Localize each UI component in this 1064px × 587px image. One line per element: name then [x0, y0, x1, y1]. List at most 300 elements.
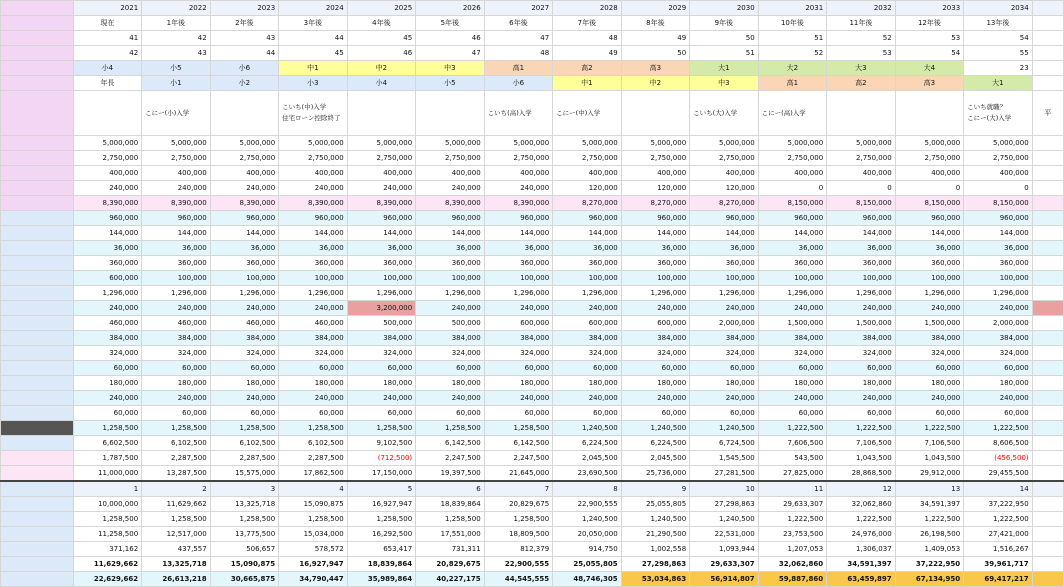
cell[interactable]: 437,557: [142, 542, 211, 557]
cell[interactable]: 240,000: [142, 181, 211, 196]
cell[interactable]: 240,000: [279, 391, 348, 406]
cell[interactable]: 9: [621, 481, 690, 497]
cell[interactable]: 54: [964, 31, 1033, 46]
cell[interactable]: 400,000: [758, 166, 827, 181]
cell[interactable]: 大1: [690, 61, 759, 76]
cell[interactable]: 19,397,500: [416, 466, 485, 482]
edge-cell[interactable]: [1032, 271, 1063, 286]
cell[interactable]: 32,062,860: [827, 497, 896, 512]
cell[interactable]: 180,000: [347, 376, 416, 391]
cell[interactable]: [621, 91, 690, 136]
cell[interactable]: 543,500: [758, 451, 827, 466]
cell[interactable]: 13: [895, 481, 964, 497]
cell[interactable]: 1,296,000: [347, 286, 416, 301]
cell[interactable]: 29,912,000: [895, 466, 964, 482]
edge-cell[interactable]: 平: [1032, 91, 1063, 136]
cell[interactable]: 44: [279, 31, 348, 46]
cell[interactable]: 60,000: [210, 406, 279, 421]
cell[interactable]: 180,000: [690, 376, 759, 391]
cell[interactable]: 2,287,500: [279, 451, 348, 466]
cell[interactable]: 324,000: [621, 346, 690, 361]
cell[interactable]: 1,222,500: [895, 512, 964, 527]
cell[interactable]: 240,000: [142, 391, 211, 406]
cell[interactable]: 5年後: [416, 16, 485, 31]
cell[interactable]: 100,000: [210, 271, 279, 286]
edge-cell[interactable]: [1032, 76, 1063, 91]
cell[interactable]: 44: [210, 46, 279, 61]
cell[interactable]: 60,000: [621, 361, 690, 376]
cell[interactable]: 60,000: [484, 361, 553, 376]
cell[interactable]: 51: [758, 31, 827, 46]
cell[interactable]: 51: [690, 46, 759, 61]
cell[interactable]: 240,000: [758, 301, 827, 316]
cell[interactable]: 11,629,662: [142, 497, 211, 512]
cell[interactable]: 25,736,000: [621, 466, 690, 482]
cell[interactable]: 53,034,863: [621, 572, 690, 587]
cell[interactable]: 22,900,555: [484, 557, 553, 572]
cell[interactable]: 400,000: [347, 166, 416, 181]
cell[interactable]: 460,000: [73, 316, 142, 331]
cell[interactable]: 2,000,000: [964, 316, 1033, 331]
cell[interactable]: 384,000: [553, 331, 622, 346]
cell[interactable]: 360,000: [895, 256, 964, 271]
cell[interactable]: 144,000: [347, 226, 416, 241]
cell[interactable]: 2,247,500: [416, 451, 485, 466]
cell[interactable]: 36,000: [895, 241, 964, 256]
cell[interactable]: 18,839,864: [416, 497, 485, 512]
cell[interactable]: 1,296,000: [827, 286, 896, 301]
cell[interactable]: 0: [964, 181, 1033, 196]
cell[interactable]: 小1: [142, 76, 211, 91]
cell[interactable]: [210, 91, 279, 136]
cell[interactable]: 120,000: [621, 181, 690, 196]
cell[interactable]: 144,000: [416, 226, 485, 241]
cell[interactable]: 1,240,500: [553, 512, 622, 527]
cell[interactable]: 180,000: [553, 376, 622, 391]
cell[interactable]: 600,000: [484, 316, 553, 331]
cell[interactable]: 8,390,000: [416, 196, 485, 211]
cell[interactable]: 360,000: [279, 256, 348, 271]
row-label[interactable]: [1, 241, 74, 256]
cell[interactable]: 2024: [279, 1, 348, 16]
cell[interactable]: 7年後: [553, 16, 622, 31]
row-label[interactable]: [1, 466, 74, 482]
edge-cell[interactable]: [1032, 497, 1063, 512]
cell[interactable]: 240,000: [210, 181, 279, 196]
cell[interactable]: 240,000: [416, 181, 485, 196]
cell[interactable]: 2,750,000: [484, 151, 553, 166]
cell[interactable]: 1,258,500: [347, 421, 416, 436]
cell[interactable]: 1,500,000: [895, 316, 964, 331]
cell[interactable]: 1,222,500: [895, 421, 964, 436]
cell[interactable]: 60,000: [758, 406, 827, 421]
cell[interactable]: 60,000: [416, 361, 485, 376]
cell[interactable]: 60,000: [347, 361, 416, 376]
edge-cell[interactable]: [1032, 466, 1063, 482]
cell[interactable]: 960,000: [895, 211, 964, 226]
row-label[interactable]: [1, 286, 74, 301]
cell[interactable]: 240,000: [484, 391, 553, 406]
cell[interactable]: 45: [347, 31, 416, 46]
cell[interactable]: 360,000: [416, 256, 485, 271]
cell[interactable]: 100,000: [347, 271, 416, 286]
cell[interactable]: 36,000: [553, 241, 622, 256]
cell[interactable]: 240,000: [964, 391, 1033, 406]
cell[interactable]: 360,000: [210, 256, 279, 271]
cell[interactable]: 53: [895, 31, 964, 46]
cell[interactable]: 600,000: [73, 271, 142, 286]
cell[interactable]: 384,000: [827, 331, 896, 346]
cell[interactable]: こにー(小)入学: [142, 91, 211, 136]
cell[interactable]: 6,142,500: [484, 436, 553, 451]
cell[interactable]: 240,000: [279, 301, 348, 316]
cell[interactable]: 1,240,500: [621, 421, 690, 436]
cell[interactable]: 384,000: [142, 331, 211, 346]
cell[interactable]: 2021: [73, 1, 142, 16]
cell[interactable]: 8,390,000: [142, 196, 211, 211]
cell[interactable]: 6,224,500: [621, 436, 690, 451]
edge-cell[interactable]: [1032, 1, 1063, 16]
cell[interactable]: 63,459,897: [827, 572, 896, 587]
cell[interactable]: 1,222,500: [827, 421, 896, 436]
cell[interactable]: 55: [964, 46, 1033, 61]
cell[interactable]: 40,227,175: [416, 572, 485, 587]
cell[interactable]: 現在: [73, 16, 142, 31]
cell[interactable]: 高2: [827, 76, 896, 91]
cell[interactable]: 460,000: [279, 316, 348, 331]
cell[interactable]: 27,825,000: [758, 466, 827, 482]
edge-cell[interactable]: [1032, 316, 1063, 331]
cell[interactable]: 5,000,000: [621, 136, 690, 151]
cell[interactable]: 43: [142, 46, 211, 61]
cell[interactable]: こにー(高)入学: [758, 91, 827, 136]
cell[interactable]: 0: [827, 181, 896, 196]
cell[interactable]: 144,000: [690, 226, 759, 241]
cell[interactable]: 1,296,000: [416, 286, 485, 301]
cell[interactable]: 8: [553, 481, 622, 497]
cell[interactable]: 371,162: [73, 542, 142, 557]
cell[interactable]: 60,000: [279, 361, 348, 376]
cell[interactable]: 2,750,000: [690, 151, 759, 166]
cell[interactable]: 69,417,217: [964, 572, 1033, 587]
edge-cell[interactable]: [1032, 31, 1063, 46]
cell[interactable]: 5,000,000: [73, 136, 142, 151]
cell[interactable]: 15,090,875: [279, 497, 348, 512]
cell[interactable]: 240,000: [484, 301, 553, 316]
cell[interactable]: 6,102,500: [142, 436, 211, 451]
cell[interactable]: 36,000: [73, 241, 142, 256]
cell[interactable]: 小3: [279, 76, 348, 91]
cell[interactable]: 324,000: [553, 346, 622, 361]
cell[interactable]: 1,222,500: [758, 421, 827, 436]
cell[interactable]: 600,000: [553, 316, 622, 331]
cell[interactable]: 960,000: [73, 211, 142, 226]
cell[interactable]: 8年後: [621, 16, 690, 31]
cell[interactable]: 2,750,000: [210, 151, 279, 166]
cell[interactable]: 60,000: [347, 406, 416, 421]
row-label[interactable]: [1, 226, 74, 241]
cell[interactable]: 2027: [484, 1, 553, 16]
edge-cell[interactable]: [1032, 151, 1063, 166]
row-label[interactable]: [1, 301, 74, 316]
cell[interactable]: 7,106,500: [827, 436, 896, 451]
cell[interactable]: 240,000: [279, 181, 348, 196]
cell[interactable]: 大2: [758, 61, 827, 76]
cell[interactable]: 60,000: [964, 406, 1033, 421]
cell[interactable]: 180,000: [827, 376, 896, 391]
cell[interactable]: 大4: [895, 61, 964, 76]
cell[interactable]: 60,000: [279, 406, 348, 421]
edge-cell[interactable]: [1032, 196, 1063, 211]
cell[interactable]: 324,000: [895, 346, 964, 361]
cell[interactable]: 400,000: [73, 166, 142, 181]
cell[interactable]: 400,000: [484, 166, 553, 181]
cell[interactable]: 17,150,000: [347, 466, 416, 482]
cell[interactable]: 144,000: [73, 226, 142, 241]
cell[interactable]: 8,150,000: [758, 196, 827, 211]
cell[interactable]: 大3: [827, 61, 896, 76]
cell[interactable]: 2,045,500: [553, 451, 622, 466]
row-label[interactable]: [1, 542, 74, 557]
cell[interactable]: 60,000: [690, 406, 759, 421]
cell[interactable]: 960,000: [416, 211, 485, 226]
cell[interactable]: 27,281,500: [690, 466, 759, 482]
cell[interactable]: 30,665,875: [210, 572, 279, 587]
cell[interactable]: 48: [553, 31, 622, 46]
cell[interactable]: 11,629,662: [73, 557, 142, 572]
cell[interactable]: 1,296,000: [73, 286, 142, 301]
cell[interactable]: 52: [827, 31, 896, 46]
cell[interactable]: 731,311: [416, 542, 485, 557]
cell[interactable]: 1: [73, 481, 142, 497]
cell[interactable]: 960,000: [142, 211, 211, 226]
cell[interactable]: 1,787,500: [73, 451, 142, 466]
cell[interactable]: 460,000: [142, 316, 211, 331]
edge-cell[interactable]: [1032, 527, 1063, 542]
cell[interactable]: 1,296,000: [964, 286, 1033, 301]
cell[interactable]: 3: [210, 481, 279, 497]
cell[interactable]: 384,000: [279, 331, 348, 346]
cell[interactable]: 60,000: [210, 361, 279, 376]
row-label[interactable]: [1, 512, 74, 527]
cell[interactable]: 240,000: [895, 391, 964, 406]
cell[interactable]: 26,198,500: [895, 527, 964, 542]
cell[interactable]: 360,000: [827, 256, 896, 271]
cell[interactable]: 7,106,500: [895, 436, 964, 451]
cell[interactable]: 5,000,000: [964, 136, 1033, 151]
cell[interactable]: 42: [142, 31, 211, 46]
row-label[interactable]: [1, 361, 74, 376]
edge-cell[interactable]: [1032, 226, 1063, 241]
cell[interactable]: 400,000: [210, 166, 279, 181]
cell[interactable]: こいち(高)入学: [484, 91, 553, 136]
cell[interactable]: 9年後: [690, 16, 759, 31]
edge-cell[interactable]: [1032, 46, 1063, 61]
cell[interactable]: 20,050,000: [553, 527, 622, 542]
cell[interactable]: 960,000: [827, 211, 896, 226]
cell[interactable]: 960,000: [484, 211, 553, 226]
cell[interactable]: 360,000: [553, 256, 622, 271]
cell[interactable]: 2,287,500: [142, 451, 211, 466]
cell[interactable]: 2034: [964, 1, 1033, 16]
edge-cell[interactable]: [1032, 436, 1063, 451]
cell[interactable]: 小6: [484, 76, 553, 91]
edge-cell[interactable]: [1032, 61, 1063, 76]
cell[interactable]: 2030: [690, 1, 759, 16]
row-label[interactable]: [1, 91, 74, 136]
cell[interactable]: 高3: [621, 61, 690, 76]
cell[interactable]: 60,000: [964, 361, 1033, 376]
cell[interactable]: 36,000: [621, 241, 690, 256]
row-label[interactable]: [1, 136, 74, 151]
cell[interactable]: 43: [210, 31, 279, 46]
cell[interactable]: 39,961,717: [964, 557, 1033, 572]
cell[interactable]: 60,000: [827, 406, 896, 421]
cell[interactable]: 36,000: [142, 241, 211, 256]
cell[interactable]: 2,750,000: [142, 151, 211, 166]
cell[interactable]: 1,516,267: [964, 542, 1033, 557]
cell[interactable]: 144,000: [553, 226, 622, 241]
cell[interactable]: 400,000: [895, 166, 964, 181]
row-label[interactable]: [1, 481, 74, 497]
row-label[interactable]: [1, 166, 74, 181]
cell[interactable]: 240,000: [210, 301, 279, 316]
cell[interactable]: 60,000: [416, 406, 485, 421]
cell[interactable]: 2,000,000: [690, 316, 759, 331]
cell[interactable]: 324,000: [484, 346, 553, 361]
cell[interactable]: 0: [758, 181, 827, 196]
cell[interactable]: 1,043,500: [895, 451, 964, 466]
cell[interactable]: [73, 91, 142, 136]
edge-cell[interactable]: [1032, 181, 1063, 196]
cell[interactable]: 8,150,000: [827, 196, 896, 211]
cell[interactable]: 360,000: [758, 256, 827, 271]
edge-cell[interactable]: [1032, 542, 1063, 557]
row-label[interactable]: [1, 211, 74, 226]
cell[interactable]: 60,000: [690, 361, 759, 376]
cell[interactable]: 15,034,000: [279, 527, 348, 542]
cell[interactable]: 6,224,500: [553, 436, 622, 451]
cell[interactable]: 60,000: [758, 361, 827, 376]
cell[interactable]: 100,000: [416, 271, 485, 286]
cell[interactable]: 6,102,500: [210, 436, 279, 451]
cell[interactable]: 27,421,000: [964, 527, 1033, 542]
cell[interactable]: 21,645,000: [484, 466, 553, 482]
cell[interactable]: 1,258,500: [73, 512, 142, 527]
cell[interactable]: 2,045,500: [621, 451, 690, 466]
cell[interactable]: 324,000: [279, 346, 348, 361]
cell[interactable]: 360,000: [142, 256, 211, 271]
cell[interactable]: 960,000: [553, 211, 622, 226]
cell[interactable]: 2,750,000: [416, 151, 485, 166]
cell[interactable]: 180,000: [416, 376, 485, 391]
cell[interactable]: 36,000: [827, 241, 896, 256]
cell[interactable]: 36,000: [416, 241, 485, 256]
cell[interactable]: 100,000: [279, 271, 348, 286]
cell[interactable]: 11,258,500: [73, 527, 142, 542]
cell[interactable]: 29,633,307: [758, 497, 827, 512]
cell[interactable]: 8,390,000: [210, 196, 279, 211]
cell[interactable]: 1,093,944: [690, 542, 759, 557]
row-label[interactable]: [1, 31, 74, 46]
cell[interactable]: 高3: [895, 76, 964, 91]
cell[interactable]: 46: [416, 31, 485, 46]
cell[interactable]: 67,134,950: [895, 572, 964, 587]
edge-cell[interactable]: [1032, 331, 1063, 346]
cell[interactable]: 60,000: [142, 361, 211, 376]
cell[interactable]: 60,000: [895, 361, 964, 376]
cell[interactable]: 8,606,500: [964, 436, 1033, 451]
row-label[interactable]: [1, 346, 74, 361]
cell[interactable]: 1,296,000: [553, 286, 622, 301]
cell[interactable]: 60,000: [142, 406, 211, 421]
cell[interactable]: 21,290,500: [621, 527, 690, 542]
cell[interactable]: 34,591,397: [895, 497, 964, 512]
row-label[interactable]: [1, 61, 74, 76]
edge-cell[interactable]: [1032, 136, 1063, 151]
edge-cell[interactable]: [1032, 361, 1063, 376]
cell[interactable]: 60,000: [73, 406, 142, 421]
cell[interactable]: 180,000: [142, 376, 211, 391]
cell[interactable]: 1,222,500: [758, 512, 827, 527]
cell[interactable]: 180,000: [279, 376, 348, 391]
cell[interactable]: 2,750,000: [758, 151, 827, 166]
edge-cell[interactable]: [1032, 421, 1063, 436]
cell[interactable]: 36,000: [279, 241, 348, 256]
cell[interactable]: 36,000: [758, 241, 827, 256]
row-label[interactable]: [1, 391, 74, 406]
cell[interactable]: 5: [347, 481, 416, 497]
cell[interactable]: 1,500,000: [827, 316, 896, 331]
cell[interactable]: 960,000: [279, 211, 348, 226]
cell[interactable]: 18,809,500: [484, 527, 553, 542]
cell[interactable]: 36,000: [964, 241, 1033, 256]
row-label[interactable]: [1, 421, 74, 436]
cell[interactable]: 324,000: [964, 346, 1033, 361]
cell[interactable]: こにー(中)入学: [553, 91, 622, 136]
cell[interactable]: 22,629,662: [73, 572, 142, 587]
cell[interactable]: 小4: [347, 76, 416, 91]
cell[interactable]: 34,790,447: [279, 572, 348, 587]
cell[interactable]: 240,000: [553, 301, 622, 316]
cell[interactable]: 1,240,500: [621, 512, 690, 527]
cell[interactable]: 360,000: [347, 256, 416, 271]
cell[interactable]: 2,750,000: [827, 151, 896, 166]
cell[interactable]: 1,306,037: [827, 542, 896, 557]
cell[interactable]: 9,102,500: [347, 436, 416, 451]
cell[interactable]: 240,000: [416, 301, 485, 316]
cell[interactable]: 16,927,947: [279, 557, 348, 572]
cell[interactable]: 60,000: [553, 361, 622, 376]
cell[interactable]: 11: [758, 481, 827, 497]
cell[interactable]: 29,455,500: [964, 466, 1033, 482]
cell[interactable]: 2,750,000: [553, 151, 622, 166]
row-label[interactable]: [1, 497, 74, 512]
cell[interactable]: 60,000: [73, 361, 142, 376]
cell[interactable]: 960,000: [758, 211, 827, 226]
cell[interactable]: 2,750,000: [73, 151, 142, 166]
cell[interactable]: 13年後: [964, 16, 1033, 31]
cell[interactable]: 小6: [210, 61, 279, 76]
cell[interactable]: 240,000: [621, 391, 690, 406]
cell[interactable]: 324,000: [690, 346, 759, 361]
cell[interactable]: 48,746,305: [553, 572, 622, 587]
cell[interactable]: 48: [484, 46, 553, 61]
cell[interactable]: [827, 91, 896, 136]
cell[interactable]: 60,000: [484, 406, 553, 421]
edge-cell[interactable]: [1032, 376, 1063, 391]
cell[interactable]: 小2: [210, 76, 279, 91]
